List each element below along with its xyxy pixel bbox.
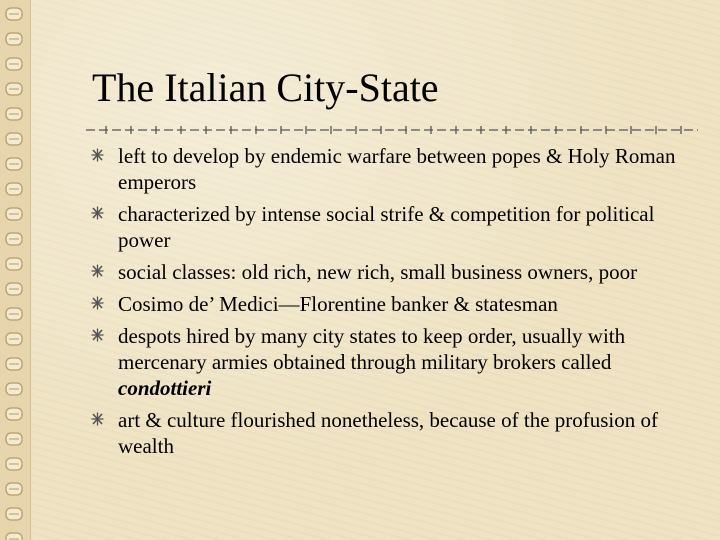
cross-dot-bullet-icon xyxy=(91,296,104,310)
bullet-text: characterized by intense social strife & competition for political power xyxy=(118,202,655,252)
binder-ring-icon xyxy=(0,0,30,540)
bullet-emphasis: condottieri xyxy=(118,376,212,400)
bullet-item xyxy=(118,323,698,401)
cross-dot-bullet-icon xyxy=(91,264,104,278)
title-divider xyxy=(86,125,698,135)
bullet-item xyxy=(118,259,698,285)
bullet-item xyxy=(118,143,698,195)
bullet-list xyxy=(118,143,698,465)
bullet-text: social classes: old rich, new rich, small business owners, poor xyxy=(118,260,638,284)
bullet-text: art & culture flourished nonetheless, because of the profusion of wealth xyxy=(118,408,659,458)
bullet-item xyxy=(118,291,698,317)
cross-dot-bullet-icon xyxy=(91,412,104,426)
bullet-text: left to develop by endemic warfare between popes & Holy Roman emperors xyxy=(118,144,676,194)
cross-dot-bullet-icon xyxy=(91,206,104,220)
cross-dot-bullet-icon xyxy=(91,328,104,342)
cross-dot-bullet-icon xyxy=(91,148,104,162)
binding-strip xyxy=(0,0,31,540)
bullet-text: Cosimo de’ Medici—Florentine banker & statesman xyxy=(118,292,558,316)
bullet-item xyxy=(118,407,698,459)
bullet-text: despots hired by many city states to keep order, usually with mercenary armies obtained through military brokers called xyxy=(118,324,626,374)
slide-title: The Italian City-State xyxy=(92,65,439,110)
bullet-item xyxy=(118,201,698,253)
